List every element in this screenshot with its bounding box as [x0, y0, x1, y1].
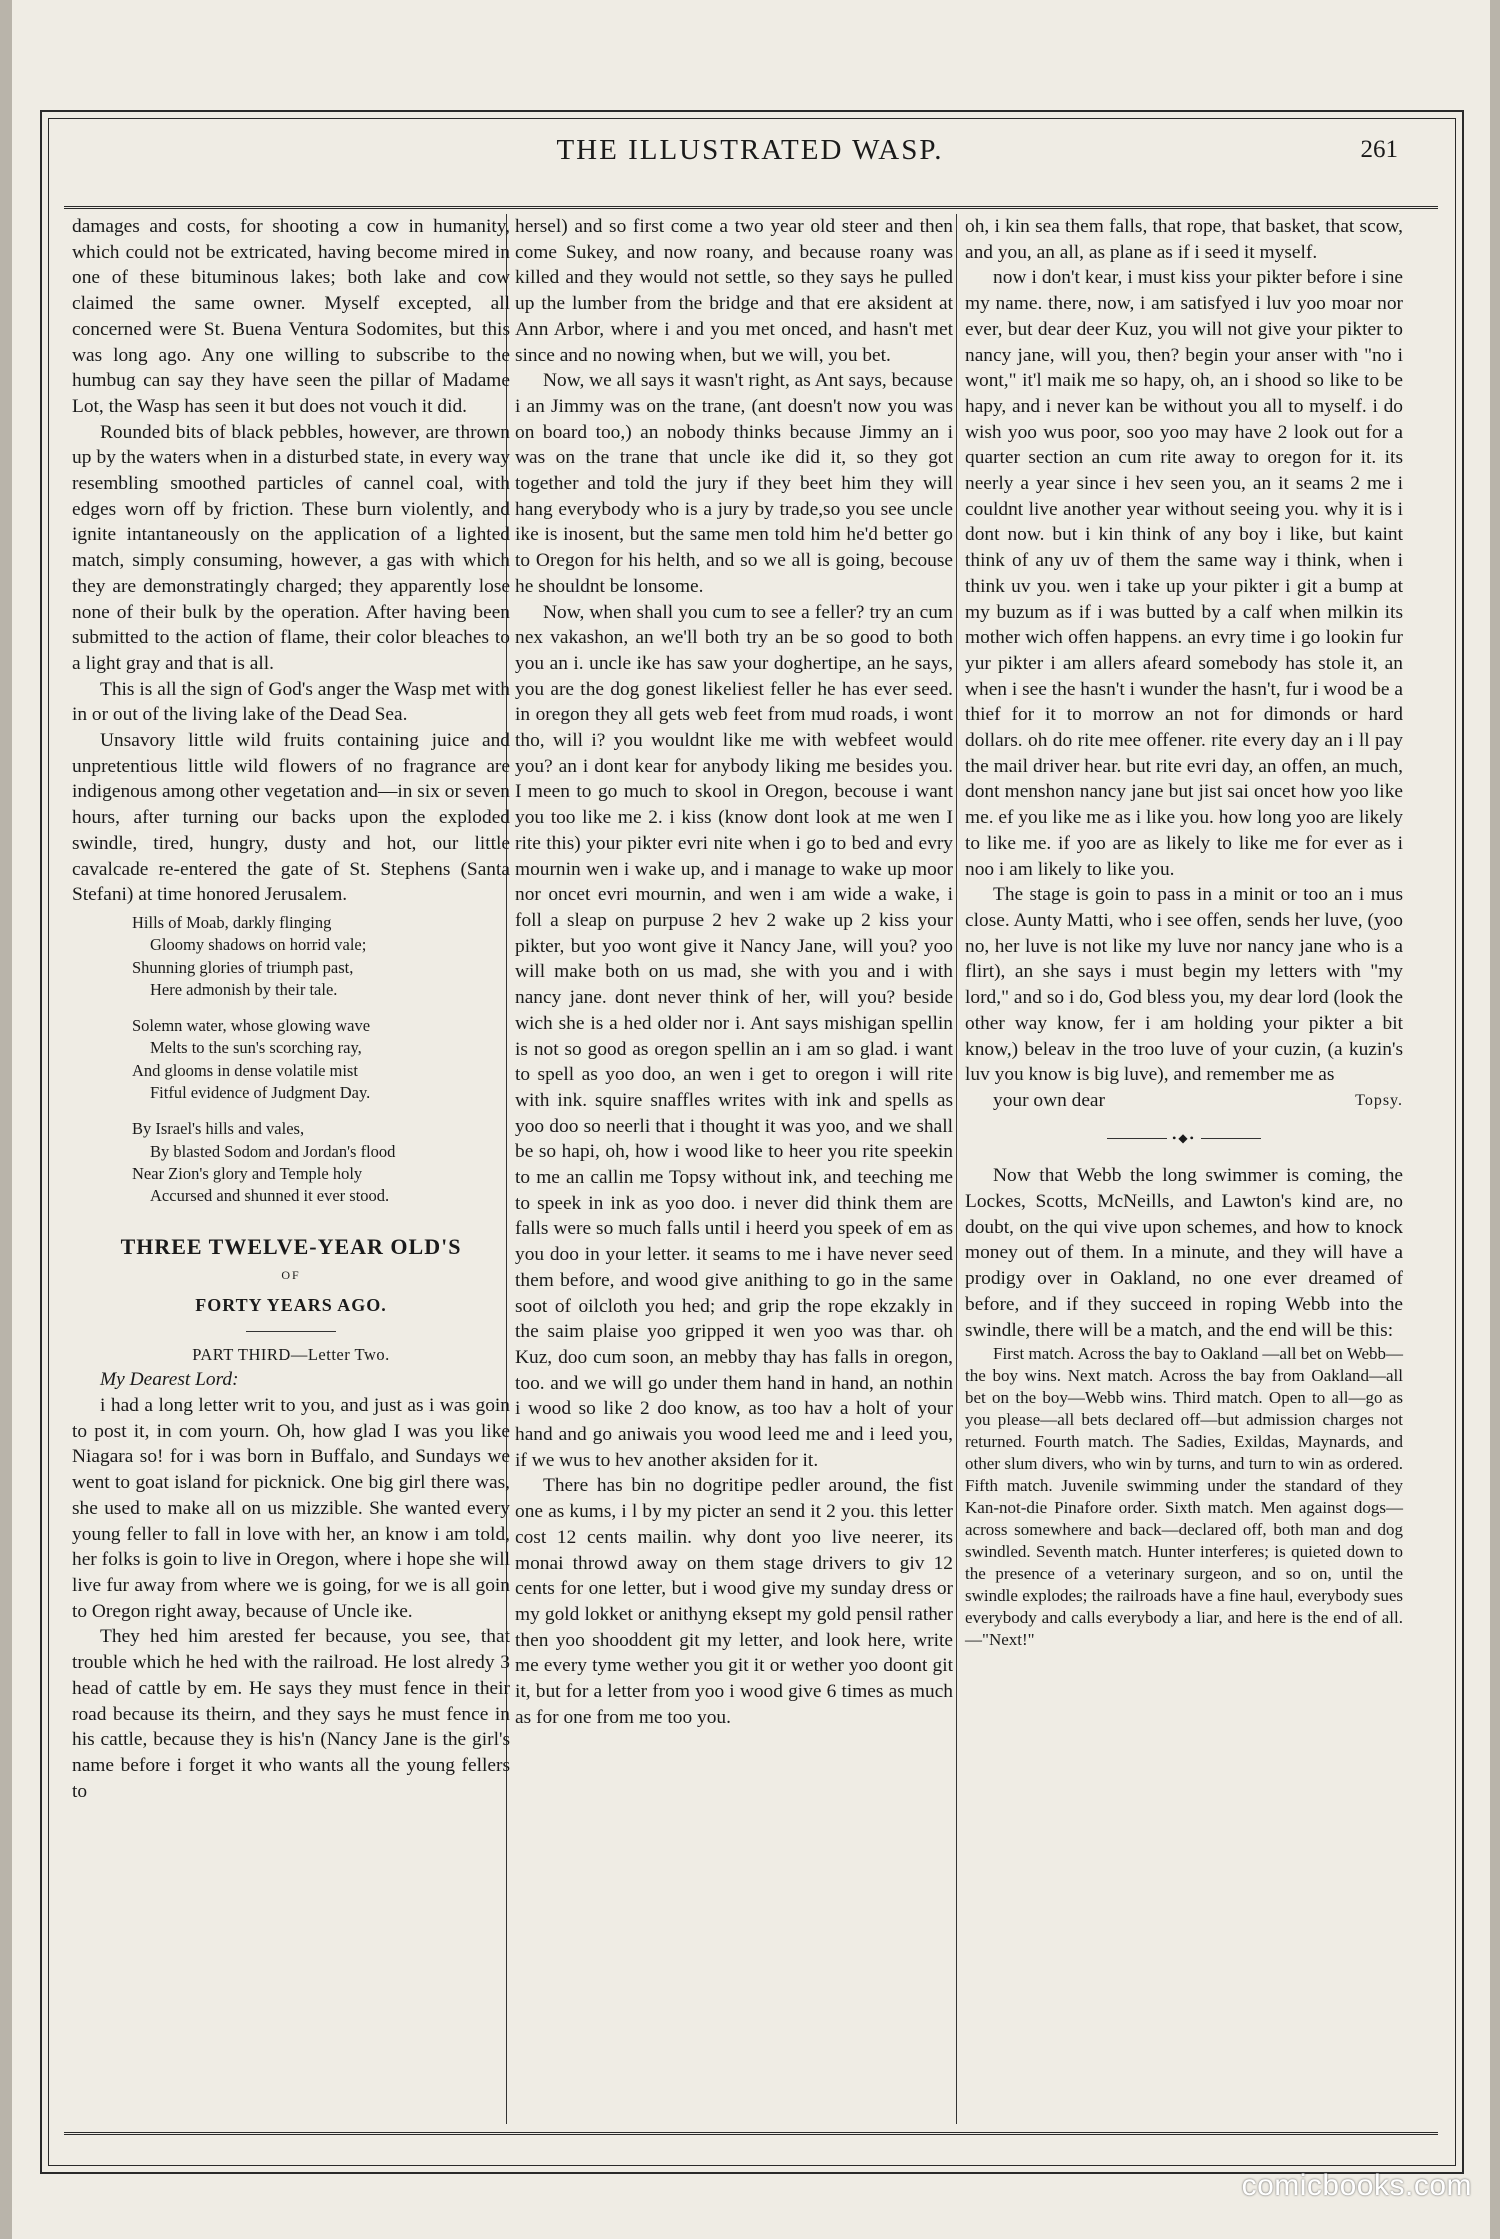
poem-stanza	[132, 1015, 510, 1104]
poem-line: Accursed and shunned it ever stood.	[150, 1186, 390, 1206]
signature: Topsy.	[1355, 1091, 1403, 1109]
paragraph: There has bin no dogritipe pedler around, the fist one as kums, i l by my picter an send it 2 you. this letter cost 12 cents mailin. why dont yoo live neerer, its monai throwd away on them stage drivers to giv 12 cents for one letter, but i wood give my sunday dress or my gold lokket or anithyng eksept my gold pensil rather then yoo shooddent git my letter, and look here, write me every tyme wether you git it or wether yoo doont git it, but for a letter from yoo i wood give 6 times as much as for one from me too you.	[515, 1475, 953, 1728]
poem-line: Near Zion's glory and Temple holy	[132, 1163, 363, 1183]
publication-title: THE ILLUSTRATED WASP.	[556, 134, 944, 166]
header-rule	[64, 206, 1438, 209]
paragraph: Now, we all says it wasn't right, as Ant says, because i an Jimmy was on the trane, (ant doesn't now you was on board too,) an nobody thinks because Jimmy an i was on the trane that uncle ike did it, so they got together and told the jury if they beet him they will hang everybody who is a jury by trade,so you see uncle ike is inosent, but the same men told him he'd better go to Oregon for his helth, and so we all is going, becouse he shouldnt be lonsome.	[515, 370, 953, 597]
poem-line: Melts to the sun's scorching ray,	[150, 1038, 362, 1058]
paragraph: damages and costs, for shooting a cow in humanity, which could not be extricated, having become mired in one of these bituminous lakes; both lake and cow claimed the same owner. Myself excepted, all concerned were St. Buena Ventura Sodomites, but this was long ago. Any one willing to subscribe to the humbug can say they have seen the pillar of Madame Lot, the Wasp has seen it but does not vouch it did.	[72, 216, 510, 417]
article-subtitle: FORTY YEARS AGO.	[195, 1294, 387, 1315]
column-3	[965, 214, 1403, 1651]
poem-line: By blasted Sodom and Jordan's flood	[150, 1141, 396, 1161]
poem-line: Hills of Moab, darkly flinging	[132, 912, 332, 932]
poem-line: By Israel's hills and vales,	[132, 1119, 305, 1139]
column-1	[72, 214, 510, 1804]
article-title: THREE TWELVE-YEAR OLD'S	[120, 1233, 462, 1259]
part-heading: PART THIRD—Letter Two.	[192, 1344, 390, 1364]
masthead	[52, 128, 1448, 178]
paragraph: Now that Webb the long swimmer is coming, the Lockes, Scotts, McNeills, and Lawton's kind are, no doubt, on the qui vive upon schemes, and how to knock money out of them. In a minute, and they will have a prodigy over in Oakland, no one ever dreamed of before, and if they succeed in roping Webb into the swindle, there will be a match, and the end will be this:	[965, 1165, 1403, 1341]
paragraph: hersel) and so first come a two year old steer and then come Sukey, and now roany, and because roany was killed and they would not settle, so they says he pulled up the lumber from the bridge and that ere aksident at Ann Arbor, where i and you met onced, and hasn't met since and no nowing when, but we will, you bet.	[515, 216, 953, 366]
paragraph: First match. Across the bay to Oakland —all bet on Webb—the boy wins. Next match. Across the bay from Oakland—all bet on the boy—Webb wins. Third match. Open to all—go as you please—all bets declared off—but admission charges not returned. Fourth match. The Sadies, Exildas, Maynards, and other slum divers, who win by turns, and turn to win as ordered. Fifth match. Juvenile swimming under the standard of they Kan-not-die Pinafore order. Sixth match. Men against dogs—across somewhere and back—declared off, both man and dog swindled. Seventh match. Hunter interferes; is quieted down to the presence of a veterinary surgeon, and so on, until the swindle explodes; the railroads have a fine haul, everybody sues everybody and calls everybody a liar, and here is the end of all.—"Next!"	[965, 1344, 1403, 1650]
poem-line: Shunning glories of triumph past,	[132, 957, 354, 977]
page-sheet	[12, 0, 1490, 2239]
ornament-rule	[1107, 1138, 1167, 1139]
footer-rule	[64, 2132, 1438, 2135]
paragraph: i had a long letter writ to you, and just as i was goin to post it, in com yourn. Oh, how glad I was you like Niagara so! for i was born in Buffalo, and Sundays we went to goat island for picknick. One big girl there was, she used to make all on us mizzible. She wanted every young feller to fall in love with her, an know i am told, her folks is goin to live in Oregon, where i hope she will live fur away from where we is going, for we is all goin to Oregon right away, because of Uncle ike.	[72, 1395, 510, 1622]
watermark: comicbooks.com	[1241, 2169, 1472, 2202]
paragraph: Unsavory little wild fruits containing juice and unpretentious little wild flowers of no fragrance are indigenous among other vegetation and—in six or seven hours, after turning our backs upon the exploded swindle, tired, hungry, dusty and hot, our little cavalcade re-entered the gate of St. Stephens (Santa Stefani) at time honored Jerusalem.	[72, 730, 510, 906]
paragraph: Now, when shall you cum to see a feller? try an cum nex vakashon, an we'll both try an be so good to both you an i. uncle ike has saw your doghertipe, an he says, you are the dog gonest likeliest feller he has ever seed. in oregon they all gets web feet from mud roads, i wont tho, will i? you wouldnt like me with webfeet would you? an i dont kear for anybody liking me besides you. I meen to go much to skool in Oregon, becouse i want you too like me 2. i kiss (know dont look at me wen I rite this) your pikter evri nite when i go to bed and evry mournin wen i wake up, and i manage to wake up moor nor oncet evri mournin, and wen i am wide a wake, i foll a sleap on purpuse 2 hev 2 wake up 2 kiss your pikter, but yoo wont give it Nancy Jane, will you? yoo will make both on us mad, she with you and i with nancy jane. dont never think of her, will you? beside wich she is a hed older nor i. Ant says mishigan spellin is not so good as oregon spellin an i am so glad. i want to spell as yoo doo, an wen i get to oregon i will rite with ink. squire snaffles writes with ink and spells as yoo doo so neerli that i thought it was yoo, and we shall be so hapi, oh, how i wood like to heer you rite speekin to me an callin me Topsy without ink, and teeching me to speek in ink as yoo doo. i never did think them are falls were so much falls until i heerd you speek of em as you doo in your letter. it seams to me i have never seed them before, and wood give anithing to go in the same soot of oilcloth you hed; and grip the rope ekzakly in the saim plaise yoo gripped it wen yoo was thar. oh Kuz, doo cum soon, an mebby thay has falls in oregon, too. and we will go under them hand in hand, an nothin i wood so like 2 doo know, as too hav a holt of your hand and go aniwais you wood leed me and i leed you, if we wus to hev another aksiden for it.	[515, 601, 953, 1471]
poem	[132, 912, 510, 1208]
poem-stanza	[132, 912, 510, 1001]
letter-signoff	[965, 1088, 1403, 1114]
section-ornament	[965, 1126, 1403, 1152]
poem-line: Solemn water, whose glowing wave	[132, 1016, 371, 1036]
ornament-rule	[1201, 1138, 1261, 1139]
poem-line: Gloomy shadows on horrid vale;	[150, 935, 367, 955]
paragraph: This is all the sign of God's anger the Wasp met with in or out of the living lake of the Dead Sea.	[72, 678, 510, 726]
signoff-closing: your own dear	[993, 1089, 1105, 1111]
column-2	[515, 214, 953, 1730]
paragraph: They hed him arested fer because, you see, that trouble which he hed with the railroad. He lost alredy 3 head of cattle by em. He says they must fence in their road because its theirn, and they says he must fence in his cattle, because they is his'n (Nancy Jane is the girl's name before i forget it who wants all the young fellers to	[72, 1626, 510, 1802]
paragraph: Rounded bits of black pebbles, however, are thrown up by the waters when in a disturbed state, in every way resembling smoothed particles of cannel coal, with edges worn off by friction. These burn violently, and ignite intantaneously on the application of a lighted match, simply consuming, however, a gas with which they are demonstratingly charged; they apparently lose none of their bulk by the operation. After having been submitted to the action of flame, their color bleaches to a light gray and that is all.	[72, 421, 510, 674]
poem-line: Fitful evidence of Judgment Day.	[150, 1083, 371, 1103]
paragraph: oh, i kin sea them falls, that rope, that basket, that scow, and you, an all, as plane as if i seed it myself.	[965, 216, 1403, 263]
ornament-glyph: •◆•	[1172, 1130, 1196, 1145]
page-number: 261	[1360, 136, 1398, 163]
article-title-of: OF	[281, 1268, 301, 1283]
paragraph: The stage is goin to pass in a minit or too an i mus close. Aunty Matti, who i see offen, sends her luve, (yoo no, her luve is not like my luve nor nancy jane who is a flirt), an she says i must begin my letters with "my lord," and so i do, God bless you, my dear lord (look the other way know, fer i am holding your pikter a bit know,) beleav in the troo luve of your cuzin, (a kuzin's luv you know is big luve), and remember me as	[965, 884, 1404, 1086]
title-rule	[246, 1331, 336, 1332]
column-divider	[956, 214, 957, 2124]
poem-stanza	[132, 1118, 510, 1207]
poem-line: And glooms in dense volatile mist	[132, 1060, 358, 1080]
paragraph: now i don't kear, i must kiss your pikter before i sine my name. there, now, i am satisfyed i luv yoo moar nor ever, but dear deer Kuz, you will not give your pikter to nancy jane, will you, then? begin your anser with "no i wont," it'l maik me so hapy, oh, an i shood so like to be hapy, and i never kan be without you all to myself. i do wish yoo wus poor, soo yoo may have 2 look out for a quarter section an cum rite away to oregon for it. its neerly a year since i hev seen you, an it seams 2 me i couldnt live another year without seeing you. why it is i dont now. but i kin think of any boy i like, but kaint think of any uv of them the same way i think, when i think uv you. wen i take up your pikter i git a bump at my buzum as if i was butted by a calf when milkin its mother wich offen happens. an evry time i go lookin fur yur pikter i am allers afeard somebody has stole it, an when i see the hasn't i wunder the hasn't, fur i wood be a thief for it to morrow an not for dimonds or hard dollars. oh do rite mee offener. rite every day an i ll pay the mail driver hear. but rite evri day, an offen, an much, dont menshon nancy jane but jist sai oncet how yoo like me. ef you like me as i like you. how long yoo are likely to like me. if yoo are as likely to like me for ever as i noo i am likely to like you.	[965, 267, 1403, 880]
poem-line: Here admonish by their tale.	[150, 979, 338, 999]
salutation: My Dearest Lord:	[100, 1369, 239, 1391]
